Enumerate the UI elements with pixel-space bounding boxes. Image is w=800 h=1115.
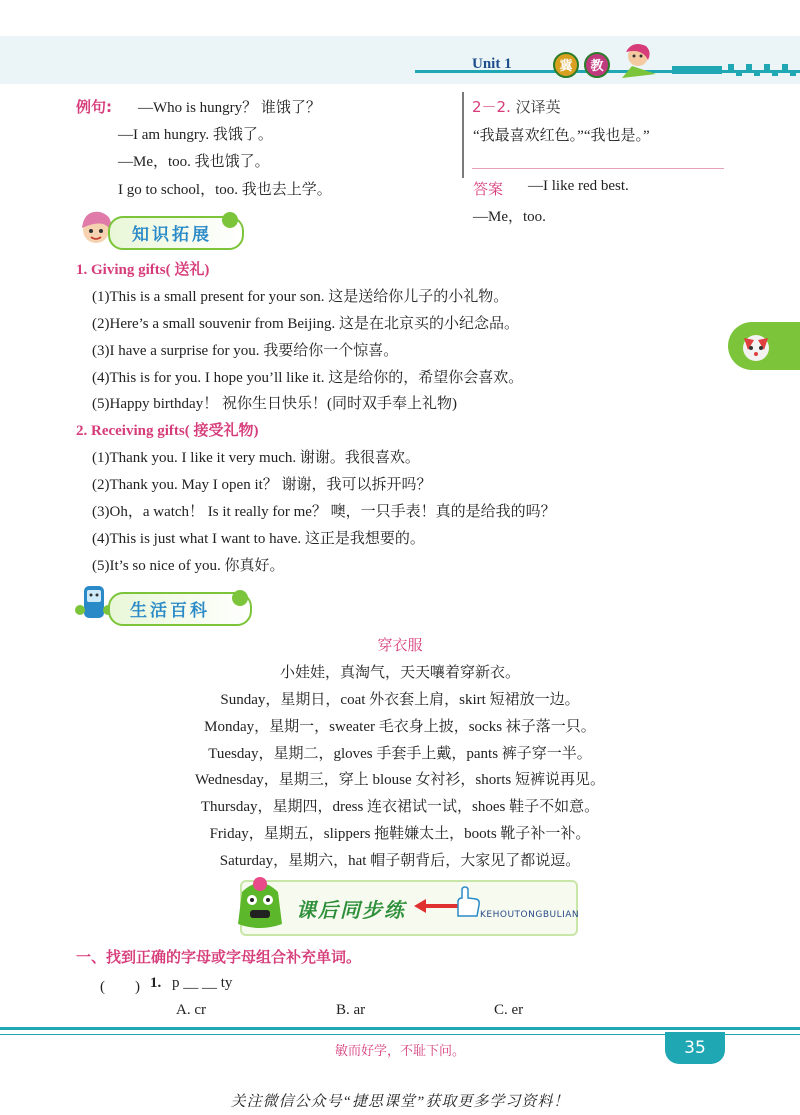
poem-line: Sunday，星期日，coat 外衣套上肩，skirt 短裙放一边。 (220, 692, 580, 708)
exercise-answer-paren[interactable]: ( ) (100, 979, 140, 995)
practice-banner-pinyin: KEHOUTONGBULIAN (480, 910, 580, 920)
question-divider (462, 92, 464, 178)
poem-line: Wednesday，星期三，穿上 blouse 女衬衫，shorts 短裤说再见。 (194, 772, 606, 788)
green-monster-icon (228, 872, 292, 936)
green-dot-icon (228, 586, 252, 610)
answer-label: 答案 (473, 180, 504, 198)
page-number: 35 (665, 1032, 725, 1064)
exercise-word: p __ __ ty (172, 975, 233, 991)
poem-line: Monday，星期一，sweater 毛衣身上披，socks 袜子落一只。 (204, 719, 596, 735)
poem-line: 小娃娃，真淘气，天天嚷着穿新衣。 (279, 665, 520, 681)
answer-line: —I like red best. (528, 178, 629, 194)
example-line: —Who is hungry？ 谁饿了？ (138, 100, 321, 116)
header-checker-decoration (672, 62, 800, 78)
giving-gifts-title: 1. Giving gifts( 送礼) (76, 262, 210, 278)
exercise-option-c[interactable]: C. er (494, 1002, 524, 1018)
receiving-gifts-title: 2. Receiving gifts( 接受礼物) (76, 423, 259, 439)
answer-rule (472, 168, 724, 169)
poem-line: Thursday，星期四，dress 连衣裙试一试，shoes 鞋子不如意。 (200, 799, 600, 815)
giving-gifts-item: (1)This is a small present for your son. 这是送给你儿子的小礼物。 (92, 289, 509, 305)
side-tab (728, 322, 800, 370)
life-banner-title: 生活百科 (130, 601, 210, 621)
knowledge-banner-title: 知识拓展 (132, 225, 212, 245)
poem-line: Saturday，星期六，hat 帽子朝背后，大家见了都说逗。 (219, 853, 581, 869)
exercise-option-a[interactable]: A. cr (176, 1002, 206, 1018)
question-text: “我最喜欢红色。”“我也是。” (473, 128, 650, 144)
footer-motto: 敏而好学，不耻下问。 (334, 1044, 465, 1059)
question-number (472, 96, 561, 117)
question-instruction: 汉译英 (515, 98, 561, 116)
poem-line: Friday，星期五，slippers 拖鞋嫌太土，boots 靴子补一补。 (209, 826, 591, 842)
receiving-gifts-item: (2)Thank you. May I open it？ 谢谢，我可以拆开吗？ (92, 477, 432, 493)
footer-rule (0, 1027, 800, 1030)
giving-gifts-item: (2)Here’s a small souvenir from Beijing. 这是在北京买的小纪念品。 (92, 316, 520, 332)
giving-gifts-item: (5)Happy birthday！ 祝你生日快乐！(同时双手奉上礼物) (92, 396, 457, 412)
practice-banner-title: 课后同步练 (296, 898, 406, 922)
poem-line: Tuesday，星期二，gloves 手套手上戴，pants 裤子穿一半。 (208, 746, 592, 762)
giving-gifts-item: (4)This is for you. I hope you’ll like it. 这是给你的，希望你会喜欢。 (92, 370, 524, 386)
unit-label: Unit 1 (472, 56, 512, 72)
example-line: I go to school，too. 我也去上学。 (118, 182, 332, 198)
exercise-option-b[interactable]: B. ar (336, 1002, 366, 1018)
example-label: 例句: (76, 98, 112, 116)
example-line: —Me，too. 我也饿了。 (118, 154, 270, 170)
footer-watermark: 关注微信公众号“捷思课堂”获取更多学习资料！ (230, 1094, 570, 1110)
answer-line: —Me，too. (473, 209, 546, 225)
green-dot-icon (218, 208, 242, 232)
receiving-gifts-item: (3)Oh，a watch！ Is it really for me？ 噢，一只手表！真的是给我的吗？ (92, 504, 556, 520)
fairy-mascot-icon (612, 38, 668, 82)
giving-gifts-item: (3)I have a surprise for you. 我要给你一个惊喜。 (92, 343, 399, 359)
receiving-gifts-item: (4)This is just what I want to have. 这正是我想要的。 (92, 531, 425, 547)
pointing-hand-icon (452, 886, 482, 922)
receiving-gifts-item: (5)It’s so nice of you. 你真好。 (92, 558, 285, 574)
fox-mascot-icon (736, 326, 776, 366)
edition-badge-ji: 冀 (553, 52, 579, 78)
receiving-gifts-item: (1)Thank you. I like it very much. 谢谢。我很喜欢。 (92, 450, 420, 466)
poem-title: 穿衣服 (377, 636, 423, 654)
exercise-heading: 一、找到正确的字母或字母组合补充单词。 (76, 948, 362, 966)
edition-badge-jiao: 教 (584, 52, 610, 78)
example-line: —I am hungry. 我饿了。 (118, 127, 273, 143)
question-number-text: 2－2. (472, 98, 511, 116)
exercise-number: 1. (150, 975, 162, 991)
